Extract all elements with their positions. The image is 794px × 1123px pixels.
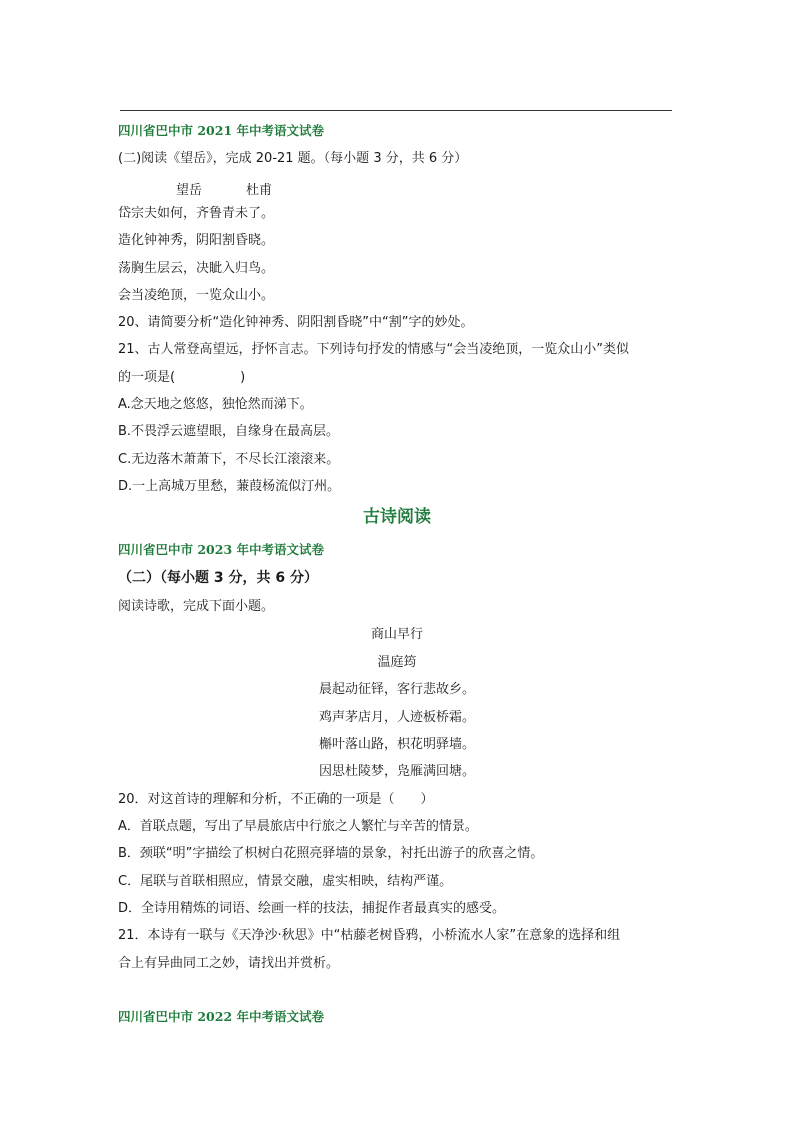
poem-line: 晨起动征铎，客行悲故乡。 — [318, 682, 475, 697]
poem-line: 会当凌绝顶，一览众山小。 — [118, 288, 275, 303]
question-21-2021-cont: 的一项是( ) — [118, 370, 246, 385]
poem-line: 造化钟神秀，阴阳割昏晓。 — [118, 233, 275, 248]
poem-author-dufu: 杜甫 — [246, 183, 273, 198]
exam-title-2023: 四川省巴中市 2023 年中考语文试卷 — [118, 542, 324, 557]
header-rule — [120, 110, 672, 111]
option-c-2023: C．尾联与首联相照应，情景交融，虚实相映，结构严谨。 — [118, 874, 453, 889]
poem-line: 荡胸生层云，决眦入归鸟。 — [118, 261, 275, 276]
question-21-2023-cont: 合上有异曲同工之妙，请找出并赏析。 — [118, 956, 340, 971]
reading-intro-2021: (二)阅读《望岳》，完成 20-21 题。（每小题 3 分，共 6 分） — [118, 151, 468, 166]
poem-line: 鸡声茅店月，人迹板桥霜。 — [318, 710, 475, 725]
option-a-2021: A.念天地之悠悠，独怆然而涕下。 — [118, 397, 313, 412]
poem-author-wen: 温庭筠 — [377, 655, 417, 670]
question-21-2023: 21．本诗有一联与《天净沙·秋思》中“枯藤老树昏鸦，小桥流水人家”在意象的选择和组 — [118, 928, 621, 943]
score-note-2023: （二）（每小题 3 分，共 6 分） — [118, 570, 318, 586]
option-b-2023: B．颈联“明”字描绘了枳树白花照亮驿墙的景象，衬托出游子的欣喜之情。 — [118, 846, 544, 861]
option-c-2021: C.无边落木萧萧下，不尽长江滚滚来。 — [118, 452, 340, 467]
option-d-2021: D.一上高城万里愁，蒹葭杨流似汀州。 — [118, 479, 341, 494]
poem-line: 岱宗夫如何，齐鲁青未了。 — [118, 206, 275, 221]
option-d-2023: D．全诗用精炼的词语、绘画一样的技法，捕捉作者最真实的感受。 — [118, 901, 506, 916]
exam-title-2022: 四川省巴中市 2022 年中考语文试卷 — [118, 1009, 324, 1024]
question-21-2021: 21、古人常登高望远，抒怀言志。下列诗句抒发的情感与“会当凌绝顶，一览众山小”类似 — [118, 342, 630, 357]
question-20-2021: 20、请简要分析“造化钟神秀、阴阳割昏晓”中“割”字的妙处。 — [118, 315, 474, 330]
section-heading: 古诗阅读 — [363, 507, 431, 527]
option-a-2023: A．首联点题，写出了早晨旅店中行旅之人繁忙与辛苦的情景。 — [118, 819, 478, 834]
question-20-2023: 20．对这首诗的理解和分析，不正确的一项是（ ） — [118, 792, 434, 807]
exam-title-2021: 四川省巴中市 2021 年中考语文试卷 — [118, 123, 324, 138]
option-b-2021: B.不畏浮云遮望眼，自缘身在最高层。 — [118, 424, 340, 439]
poem-line: 槲叶落山路，枳花明驿墙。 — [318, 737, 475, 752]
poem-line: 因思杜陵梦，凫雁满回塘。 — [318, 764, 475, 779]
poem-title-wangyue: 望岳 — [176, 183, 203, 198]
instruction-2023: 阅读诗歌，完成下面小题。 — [118, 599, 275, 614]
poem-title-shangshan: 商山早行 — [370, 627, 423, 642]
